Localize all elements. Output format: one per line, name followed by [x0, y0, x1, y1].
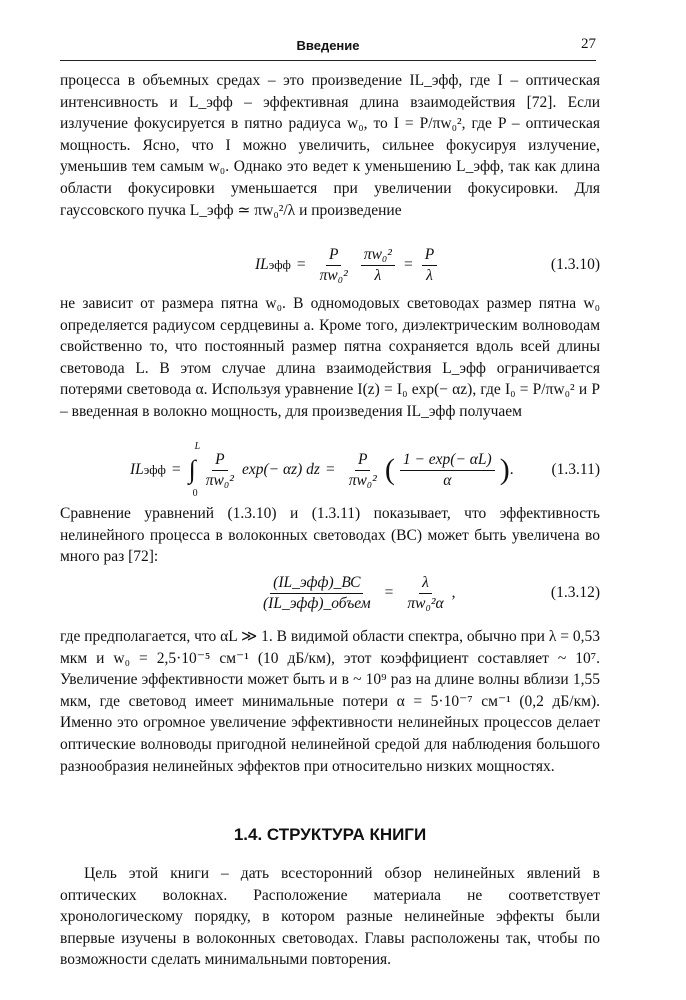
- eq2-fraction-1: [203, 451, 237, 490]
- eq2-fraction-2: [346, 451, 380, 490]
- eq2-equals: =: [171, 461, 181, 478]
- eq3-f1-denominator: (IL_эфф)_объем: [263, 594, 371, 612]
- paragraph-4: где предполагается, что αL ≫ 1. В видимой области спектра, обычно при λ = 0,53 мкм и w₀ = 2,5·10⁻⁵ см⁻¹ (10 дБ/км), этот коэффициент составляет ~ 10⁷. Увеличение эффективности может быть и в ~ 10⁹ раз на длине волны вблизи 1,55 мкм, где световод имеет минимальные потери α = 5·10⁻⁷ см⁻¹ (0,2 дБ/км). Именно это огромное увеличение эффективности нелинейных процессов делает оптические волноводы пригодной нелинейной средой для наблюдения большого разнообразия нелинейных эффектов при относительно низких мощностях.: [60, 628, 600, 775]
- eq2-fraction-3: [400, 451, 495, 490]
- eq3-f1-numerator: (IL_эфф)_ВС: [270, 574, 363, 594]
- eq3-f2-numerator: λ: [419, 574, 432, 594]
- eq3-equals: =: [384, 584, 394, 601]
- eq1-fraction-2: [361, 246, 395, 285]
- eq1-f1-numerator: P: [326, 246, 341, 266]
- running-title: Введение: [296, 38, 360, 53]
- eq2-f3-denominator: α: [443, 471, 452, 489]
- eq3-number: (1.3.12): [550, 584, 600, 601]
- eq1-f3-numerator: P: [422, 246, 437, 266]
- eq2-integrand: exp(− αz) dz: [241, 461, 320, 478]
- eq3-fraction-2: [404, 574, 446, 613]
- paragraph-1: процесса в объемных средах – это произведение IL_эфф, где I – оптическая интенсивность и L_эфф – эффективная длина взаимодействия [72]. Если излучение фокусируется в пятно радиуса w₀, то I = P/πw₀², где P – оптическая мощность. Ясно, что I можно увеличить, сильнее фокусируя излучение, уменьшив тем самым w₀. Однако это ведет к уменьшению L_эфф, так как длина области фокусировки уменьшается при увеличении фокусировки. Для гауссовского пучка L_эфф ≃ πw₀²/λ и произведение: [60, 72, 600, 219]
- eq2-upper-limit: L: [194, 441, 201, 452]
- eq1-f2-denominator: λ: [374, 266, 382, 284]
- eq1-f3-denominator: λ: [426, 266, 433, 284]
- eq2-f1-numerator: P: [212, 451, 227, 471]
- eq1-f1-denominator: πw₀²: [319, 266, 348, 284]
- eq1-lhs-sub: эфф: [268, 257, 291, 272]
- eq1-equals: =: [296, 256, 306, 273]
- page-header: [60, 36, 596, 58]
- left-paren: (: [384, 453, 395, 486]
- eq1-lhs: IL: [255, 256, 269, 273]
- eq1-number: (1.3.10): [550, 256, 600, 273]
- page-number: 27: [581, 36, 596, 52]
- eq2-f3-numerator: 1 − exp(− αL): [400, 451, 495, 471]
- eq2-number: (1.3.11): [551, 461, 600, 478]
- eq2-tail: .: [509, 461, 514, 478]
- eq2-equals-2: =: [325, 461, 335, 478]
- eq3-fraction-1: [260, 574, 374, 613]
- section-heading: 1.4. СТРУКТУРА КНИГИ: [233, 825, 427, 844]
- paragraph-2: не зависит от размера пятна w₀. В одномодовых световодах размер пятна w₀ определяется радиусом сердцевины a. Кроме того, диэлектрическим волноводам свойственно то, что постоянный размер пятна сохраняется вдоль всей длины световода L. В этом случае длина взаимодействия L_эфф ограничивается потерями световода α. Используя уравнение I(z) = I₀ exp(− αz), где I₀ = P/πw₀² и P – введенная в волокно мощность, для произведения IL_эфф получаем: [60, 295, 600, 420]
- eq1-equals-2: =: [403, 256, 413, 273]
- eq1-fraction-1: [317, 246, 351, 285]
- equation-1-3-11: [60, 440, 600, 500]
- eq1-f2-numerator: πw₀²: [361, 246, 395, 266]
- eq2-lhs-sub: эфф: [143, 462, 166, 477]
- eq2-f1-denominator: πw₀²: [205, 471, 234, 489]
- eq1-fraction-3: [422, 246, 437, 285]
- header-rule: [60, 60, 596, 61]
- eq2-lower-limit: 0: [192, 488, 198, 499]
- equation-1-3-12: [60, 565, 600, 621]
- integral-sign: ∫ L 0: [188, 441, 201, 499]
- paragraph-3: Сравнение уравнений (1.3.10) и (1.3.11) показывает, что эффективность нелинейного процесса в волоконных световодах (ВС) может быть увеличена во много раз [72]:: [60, 505, 600, 566]
- eq2-f2-numerator: P: [355, 451, 370, 471]
- right-paren: ): [499, 453, 510, 486]
- paragraph-5: Цель этой книги – дать всесторонний обзор нелинейных явлений в оптических волокнах. Расположение материала не соответствует хронологическому порядку, в котором разные нелинейные эффекты были впервые изучены в волоконных световодах. Главы расположены так, чтобы по возможности сделать минимальными повторения.: [60, 865, 600, 969]
- eq3-f2-denominator: πw₀²α: [407, 594, 444, 612]
- eq3-tail: ,: [451, 584, 456, 601]
- eq2-f2-denominator: πw₀²: [348, 471, 377, 489]
- eq2-lhs: IL: [130, 461, 144, 478]
- equation-1-3-10: [60, 240, 600, 290]
